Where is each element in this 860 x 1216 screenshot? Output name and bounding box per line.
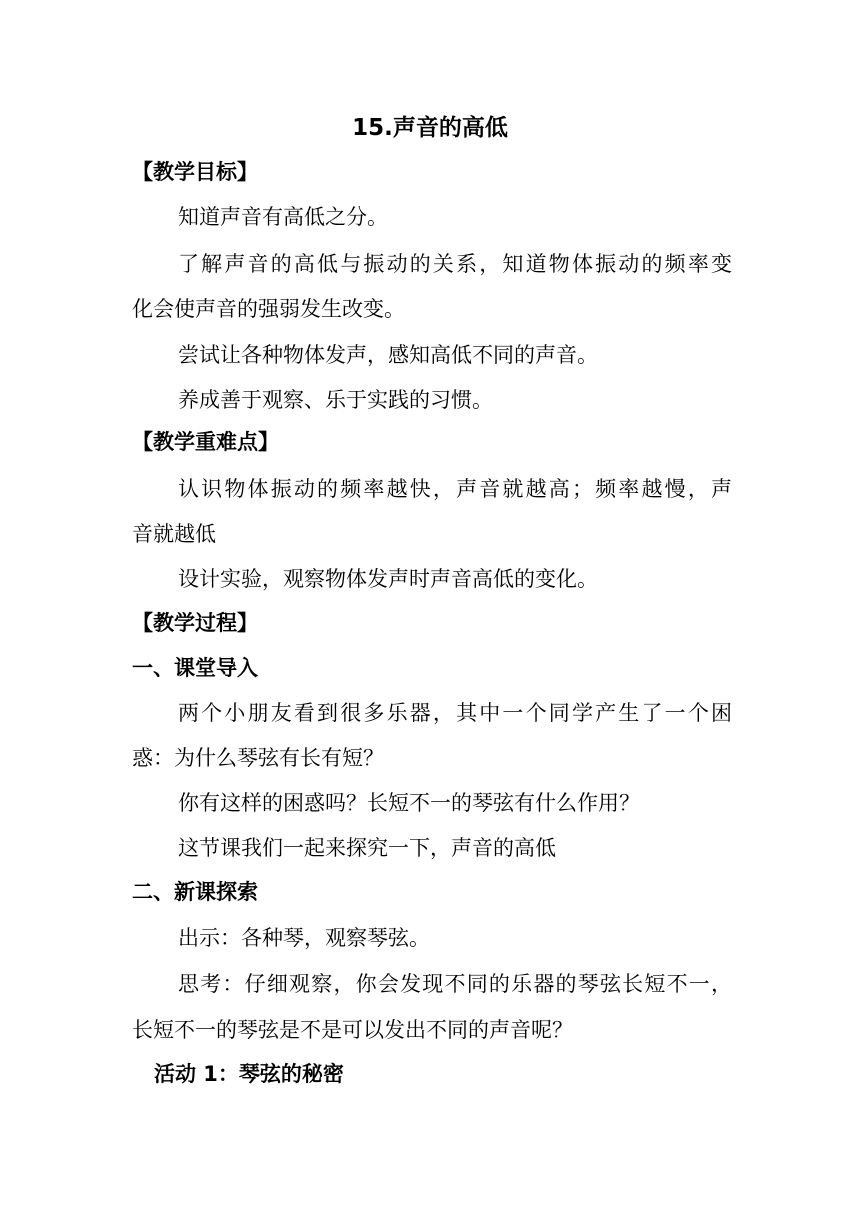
goal-line: 了解声音的高低与振动的关系，知道物体振动的频率变	[178, 252, 732, 276]
key-line: 设计实验，观察物体发声时声音高低的变化。	[178, 567, 598, 591]
part1-line: 惑：为什么琴弦有长有短？	[132, 746, 384, 770]
part2-heading: 二、新课探索	[132, 880, 258, 904]
goals-heading: 【教学目标】	[132, 160, 258, 184]
part1-line: 你有这样的困惑吗？长短不一的琴弦有什么作用？	[178, 791, 640, 815]
goal-line: 尝试让各种物体发声，感知高低不同的声音。	[178, 343, 598, 367]
part1-line: 这节课我们一起来探究一下，声音的高低	[178, 836, 556, 860]
goal-line: 养成善于观察、乐于实践的习惯。	[178, 388, 493, 412]
key-line: 认识物体振动的频率越快，声音就越高；频率越慢，声	[178, 477, 732, 501]
part1-line: 两个小朋友看到很多乐器，其中一个同学产生了一个困	[178, 701, 732, 725]
part1-heading: 一、课堂导入	[132, 656, 258, 680]
key-heading: 【教学重难点】	[132, 430, 279, 454]
goal-line: 化会使声音的强弱发生改变。	[132, 297, 405, 321]
key-line: 音就越低	[132, 522, 216, 546]
part2-line: 出示：各种琴，观察琴弦。	[178, 926, 430, 950]
part2-line: 思考：仔细观察，你会发现不同的乐器的琴弦长短不一，	[178, 972, 732, 996]
part2-line: 长短不一的琴弦是不是可以发出不同的声音呢？	[132, 1018, 573, 1042]
goal-line: 知道声音有高低之分。	[178, 205, 388, 229]
process-heading: 【教学过程】	[132, 611, 258, 635]
page-title: 15.声音的高低	[352, 115, 508, 141]
activity1-heading: 活动 1：琴弦的秘密	[154, 1062, 344, 1086]
